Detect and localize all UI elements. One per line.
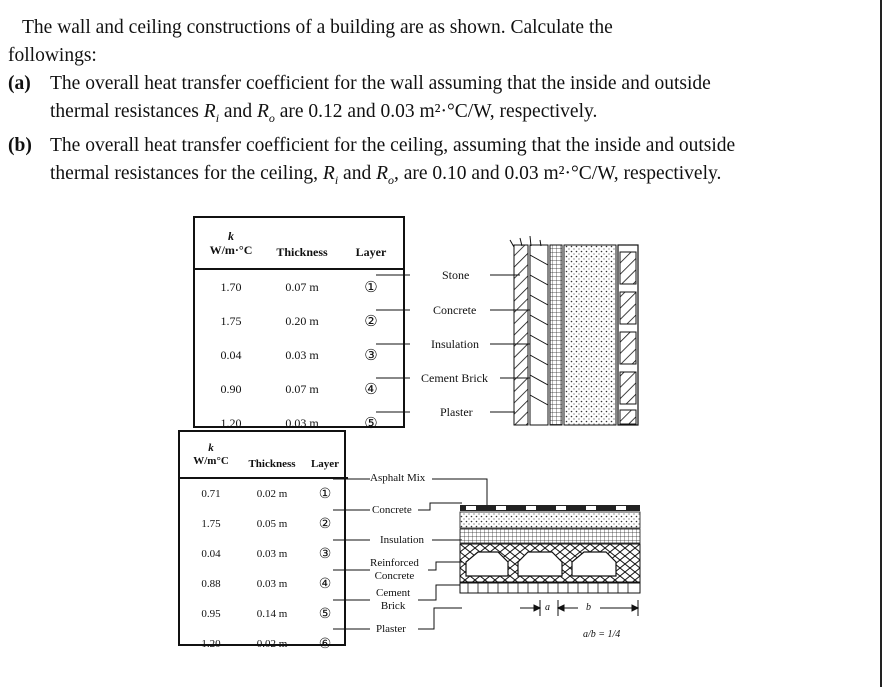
part-a-text-3: are 0.12 and 0.03 m²·°C/W, respectively. xyxy=(274,101,598,122)
wall-layer-number: ② xyxy=(364,313,378,330)
ceiling-thickness: 0.02 m xyxy=(256,638,288,650)
ceiling-k: 1.75 xyxy=(201,518,221,530)
wall-thickness: 0.07 m xyxy=(285,381,319,396)
ri-letter: R xyxy=(203,101,216,122)
ceiling-k: 1.20 xyxy=(201,638,221,650)
wall-thickness: 0.20 m xyxy=(285,313,319,328)
ceiling-label-asphalt-mix: Asphalt Mix xyxy=(370,472,426,484)
ceiling-label-reinforced-concrete xyxy=(370,557,419,583)
ceiling-layer-number: ② xyxy=(318,516,332,532)
wall-header-k-unit: W/m·°C xyxy=(209,242,253,257)
ceiling-header-layer: Layer xyxy=(302,432,348,478)
ceiling-label-cement: Cement xyxy=(376,587,411,599)
wall-plaster-layer xyxy=(514,245,528,425)
ceiling-thickness: 0.14 m xyxy=(256,608,288,620)
ro-subscript: o xyxy=(268,110,275,125)
ceiling-insulation-layer xyxy=(460,529,640,543)
ceiling-k: 0.04 xyxy=(201,548,221,560)
wall-thickness: 0.03 m xyxy=(285,415,319,430)
wall-cement-brick-layer xyxy=(530,245,548,425)
ceiling-label-cement-brick xyxy=(376,587,410,613)
wall-section-drawing xyxy=(510,236,638,425)
part-b-text-3: , are 0.10 and 0.03 m²·°C/W, respectively. xyxy=(394,162,722,184)
ceiling-thickness: 0.03 m xyxy=(256,548,288,560)
wall-label-plaster: Plaster xyxy=(440,405,473,419)
ceiling-layer-number: ① xyxy=(318,486,332,502)
ceiling-header-k-symbol: k xyxy=(208,442,214,454)
part-b-tag: (b) xyxy=(8,134,32,156)
wall-k: 1.20 xyxy=(220,415,242,430)
dimension-label-b: b xyxy=(586,602,591,613)
ro-subscript-b: o xyxy=(388,172,394,187)
ro-letter: R xyxy=(256,101,269,122)
wall-k: 1.70 xyxy=(220,279,242,294)
ceiling-plaster-layer xyxy=(460,583,640,593)
ceiling-dimension-line xyxy=(520,600,638,616)
ri-letter-b: R xyxy=(322,162,335,184)
ceiling-layer-number: ④ xyxy=(318,576,332,592)
wall-k: 1.75 xyxy=(220,313,242,328)
wall-label-insulation: Insulation xyxy=(431,337,479,351)
ceiling-label-plaster: Plaster xyxy=(376,623,406,635)
ro-letter-b: R xyxy=(376,162,388,184)
ceiling-k: 0.71 xyxy=(201,488,221,500)
ceiling-asphalt-layer xyxy=(460,505,640,511)
ceiling-layer-number: ③ xyxy=(318,546,332,562)
ceiling-k: 0.95 xyxy=(201,608,221,620)
ceiling-thickness: 0.05 m xyxy=(256,518,288,530)
ceiling-cement-brick-blocks xyxy=(466,552,616,576)
wall-label-stone: Stone xyxy=(442,268,470,282)
wall-label-cement-brick: Cement Brick xyxy=(421,371,488,385)
intro-line-2: followings: xyxy=(8,45,97,66)
ceiling-thickness: 0.03 m xyxy=(256,578,288,590)
part-b-text-2: and xyxy=(338,162,377,184)
wall-thickness: 0.03 m xyxy=(285,347,319,362)
wall-insulation-layer xyxy=(550,245,562,425)
wall-header-layer: Layer xyxy=(337,218,405,269)
wall-k: 0.90 xyxy=(220,381,242,396)
ceiling-label-brick: Brick xyxy=(380,600,406,612)
ratio-label: a/b = 1/4 xyxy=(583,629,621,640)
wall-header-thickness: Thickness xyxy=(267,218,337,269)
wall-layer-number: ③ xyxy=(364,347,378,364)
ceiling-header-thickness: Thickness xyxy=(242,432,302,478)
ri-subscript: i xyxy=(215,110,220,125)
ceiling-k: 0.88 xyxy=(201,578,221,590)
ceiling-section-drawing xyxy=(460,505,640,616)
dimension-label-a: a xyxy=(545,602,550,613)
wall-label-concrete: Concrete xyxy=(433,303,477,317)
ri-subscript-b: i xyxy=(334,172,339,187)
wall-k: 0.04 xyxy=(220,347,242,362)
ceiling-header-k-unit: W/m°C xyxy=(193,455,229,467)
wall-thickness: 0.07 m xyxy=(285,279,319,294)
part-a-tag: (a) xyxy=(8,73,31,94)
part-b-text-1: The overall heat transfer coefficient for the ceiling, assuming that the inside and outside thermal resistances for the ceiling, xyxy=(50,134,736,184)
wall-layer-number: ④ xyxy=(364,381,378,398)
wall-layer-number: ① xyxy=(364,279,378,296)
wall-header-k-symbol: k xyxy=(228,228,234,243)
ceiling-label-concrete-2: Concrete xyxy=(374,570,415,582)
ceiling-label-insulation: Insulation xyxy=(380,534,424,546)
ceiling-layer-number: ⑤ xyxy=(318,606,332,622)
ceiling-concrete-layer xyxy=(460,512,640,528)
intro-line-1: The wall and ceiling constructions of a building are as shown. Calculate the xyxy=(22,17,613,38)
ceiling-label-concrete: Concrete xyxy=(372,504,412,516)
part-a-text-1: The overall heat transfer coefficient for the wall assuming that the inside and outside thermal resistances xyxy=(50,73,711,122)
wall-concrete-layer xyxy=(564,245,616,425)
part-a-text-2: and xyxy=(219,101,257,122)
ceiling-thickness: 0.02 m xyxy=(256,488,288,500)
ceiling-label-reinforced: Reinforced xyxy=(370,557,419,569)
ceiling-layer-number: ⑥ xyxy=(318,636,332,652)
wall-layer-number: ⑤ xyxy=(364,415,378,432)
